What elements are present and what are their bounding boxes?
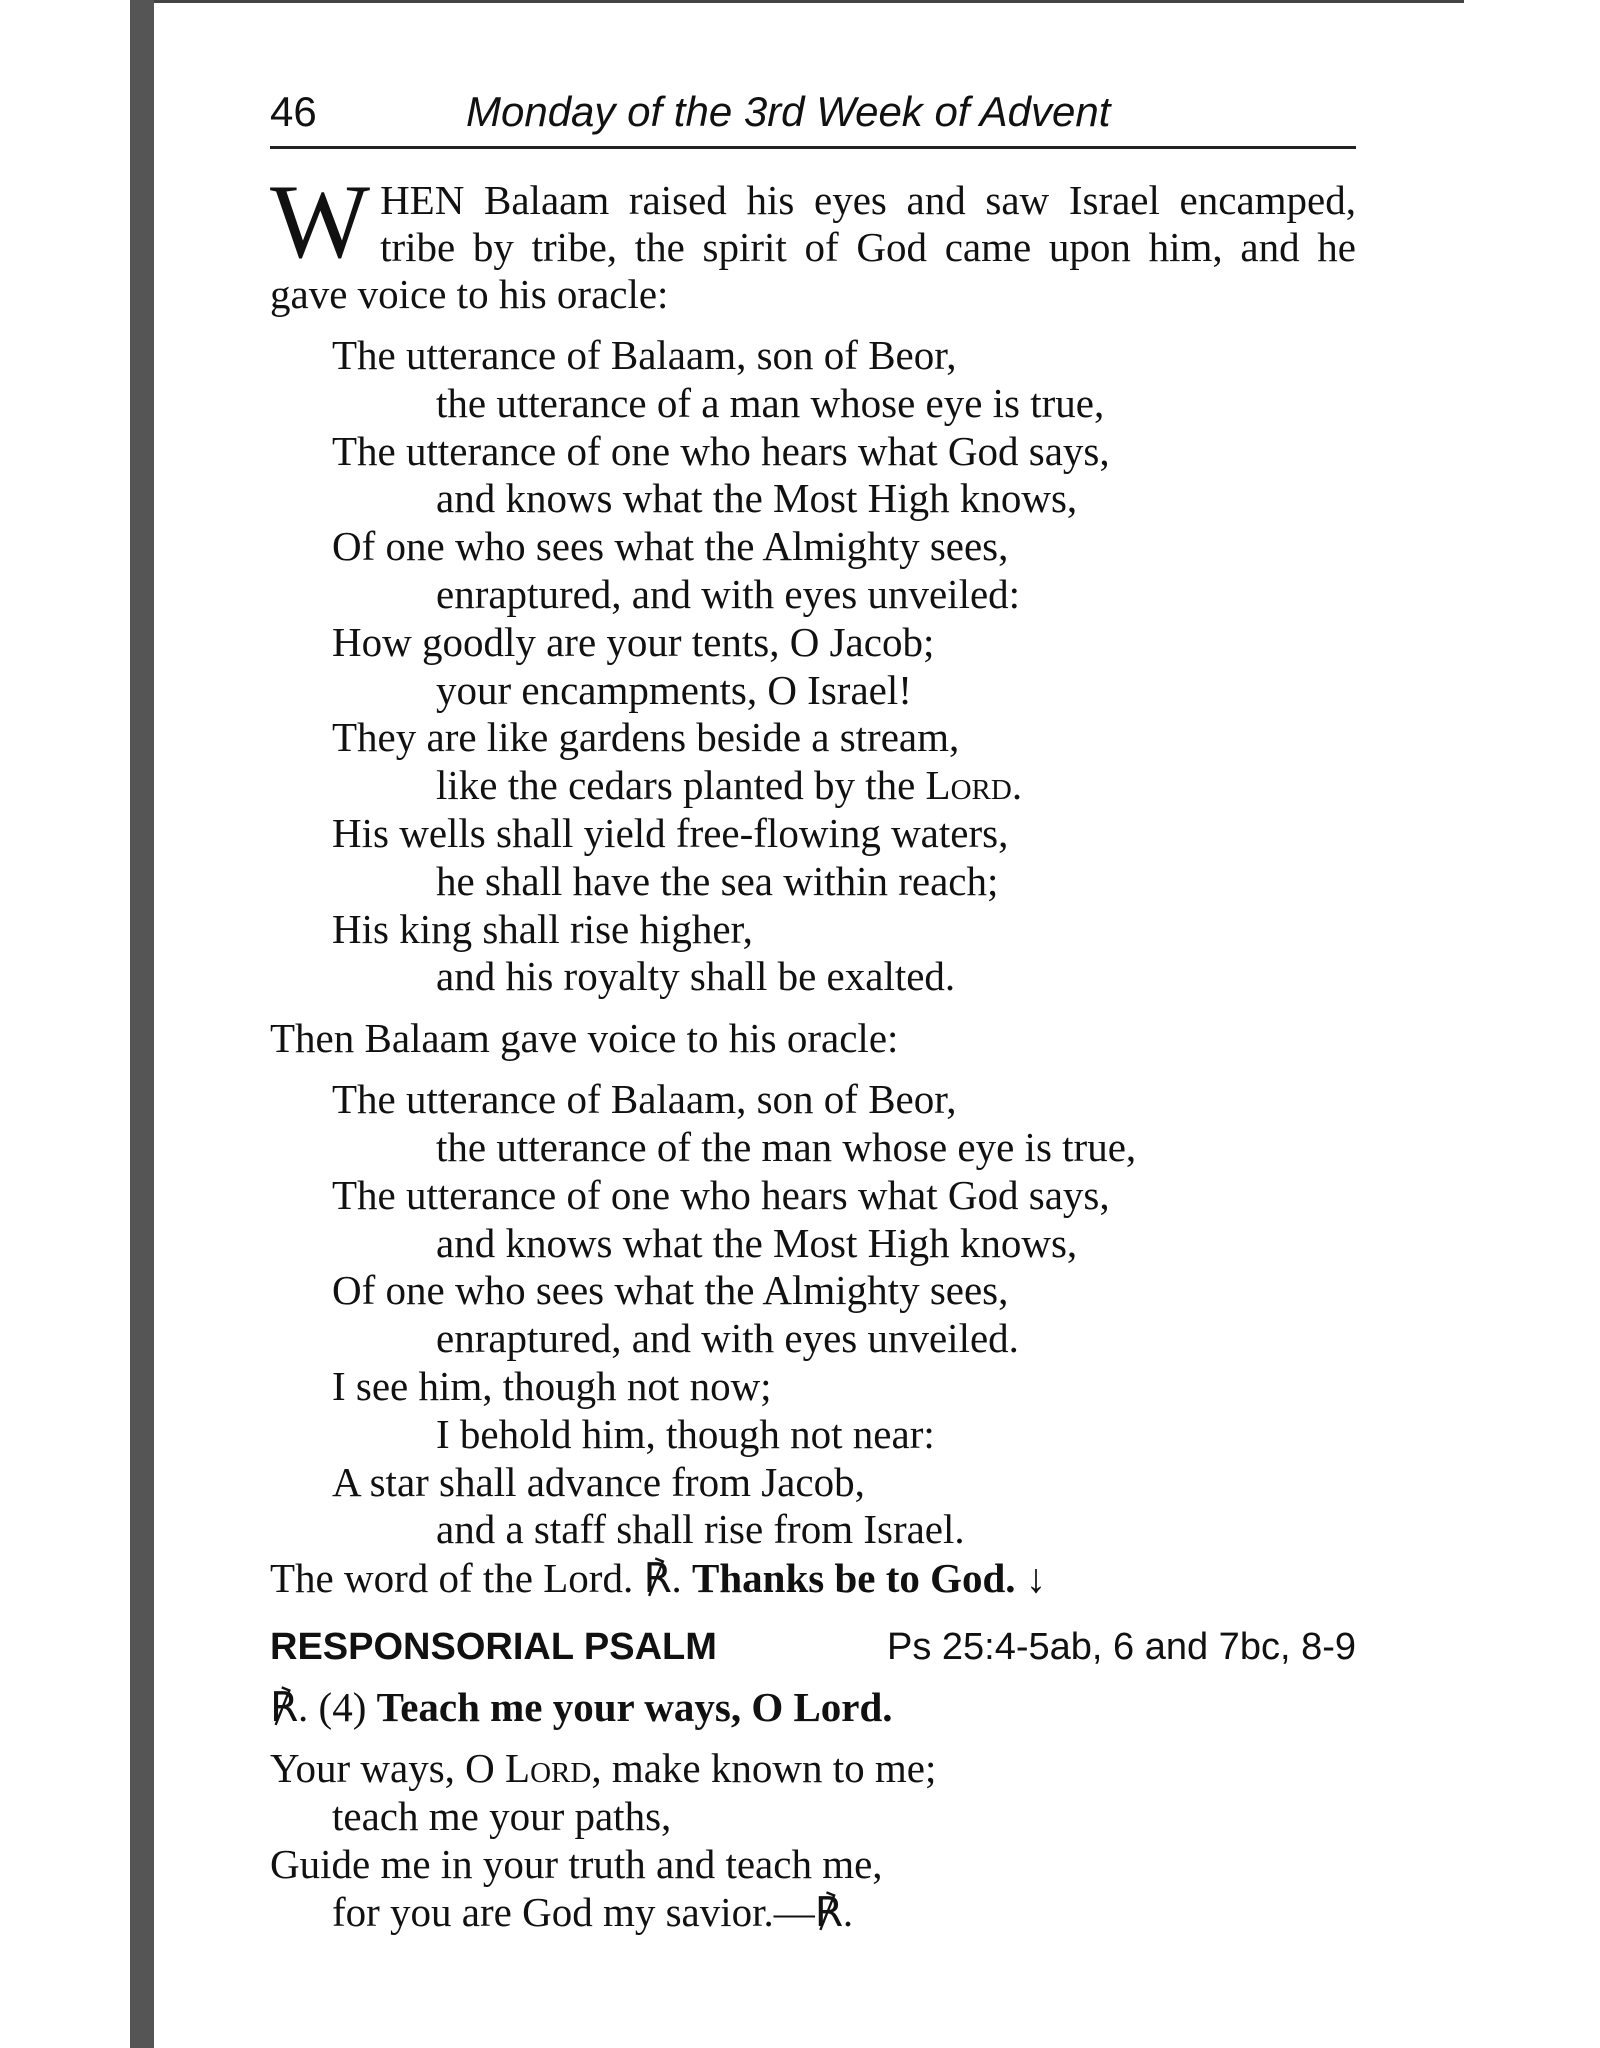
oracle-line: I see him, though not now; <box>332 1362 772 1409</box>
reading-conclusion <box>270 1555 1356 1602</box>
reading-opening-paragraph <box>270 163 1356 318</box>
oracle-line: and his royalty shall be exalted. <box>436 953 956 1000</box>
psalm-reference: Ps 25:4-5ab, 6 and 7bc, 8-9 <box>887 1626 1356 1669</box>
oracle-line: The utterance of Balaam, son of Beor, <box>332 332 957 378</box>
oracle-line: The utterance of Balaam, son of Beor, <box>332 1076 957 1123</box>
running-head <box>270 86 1356 149</box>
refrain-prefix: ℟. (4) <box>270 1684 377 1731</box>
first-oracle <box>270 332 1356 1001</box>
conclusion-response: Thanks be to God. ↓ <box>692 1555 1047 1602</box>
psalm-stanza <box>270 1745 1356 1936</box>
second-oracle <box>270 1076 1356 1554</box>
page-binding-edge <box>130 0 154 2048</box>
running-title: Monday of the 3rd Week of Advent <box>466 88 1111 135</box>
psalm-heading <box>270 1622 1356 1674</box>
psalm-line: Guide me in your truth and teach me, <box>270 1840 883 1887</box>
small-caps-word: Lord <box>925 762 1012 809</box>
drop-cap-letter: W <box>270 163 371 280</box>
oracle-line: They are like gardens beside a stream, <box>332 714 960 761</box>
page-number: 46 <box>270 88 317 135</box>
oracle-line: and knows what the Most High knows, <box>436 1219 1078 1266</box>
small-caps-word: Lord <box>505 1745 592 1792</box>
opening-text: Balaam raised his eyes and saw Israel encamped, tribe by tribe, the spirit of God came upon him, and he gave voice to his oracle: <box>270 177 1356 317</box>
psalm-line: teach me your paths, <box>332 1792 672 1839</box>
oracle-line: like the cedars planted by the Lord. <box>436 762 1023 809</box>
oracle-line: The utterance of one who hears what God says, <box>332 1171 1110 1218</box>
oracle-line: His wells shall yield free-flowing waters, <box>332 809 1009 856</box>
opening-word-rest: HEN <box>380 177 465 223</box>
oracle-line: the utterance of a man whose eye is true, <box>436 379 1105 426</box>
oracle-line: His king shall rise higher, <box>332 905 753 952</box>
conclusion-text: The word of the Lord. ℟. <box>270 1555 692 1602</box>
oracle-line: enraptured, and with eyes unveiled. <box>436 1315 1019 1362</box>
refrain-text: Teach me your ways, O Lord. <box>376 1684 893 1731</box>
psalm-line: Your ways, O Lord, make known to me; <box>270 1745 937 1792</box>
oracle-line: How goodly are your tents, O Jacob; <box>332 618 935 665</box>
oracle-line: he shall have the sea within reach; <box>436 857 999 904</box>
psalm-line: for you are God my savior.—℟. <box>332 1888 854 1935</box>
oracle-line: and knows what the Most High knows, <box>436 475 1078 522</box>
oracle-line: Of one who sees what the Almighty sees, <box>332 523 1009 570</box>
transition-line: Then Balaam gave voice to his oracle: <box>270 1015 899 1062</box>
psalm-refrain <box>270 1684 1356 1731</box>
oracle-line: The utterance of one who hears what God says, <box>332 427 1110 474</box>
oracle-line: enraptured, and with eyes unveiled: <box>436 570 1021 617</box>
oracle-line: your encampments, O Israel! <box>436 666 912 713</box>
oracle-line: Of one who sees what the Almighty sees, <box>332 1267 1009 1314</box>
page-top-edge <box>154 0 1464 3</box>
oracle-line: I behold him, though not near: <box>436 1410 935 1457</box>
oracle-line: A star shall advance from Jacob, <box>332 1458 865 1505</box>
psalm-label: RESPONSORIAL PSALM <box>270 1626 717 1669</box>
oracle-line: the utterance of the man whose eye is true, <box>436 1123 1137 1170</box>
oracle-line: and a staff shall rise from Israel. <box>436 1506 965 1553</box>
page-content <box>270 86 1356 1936</box>
